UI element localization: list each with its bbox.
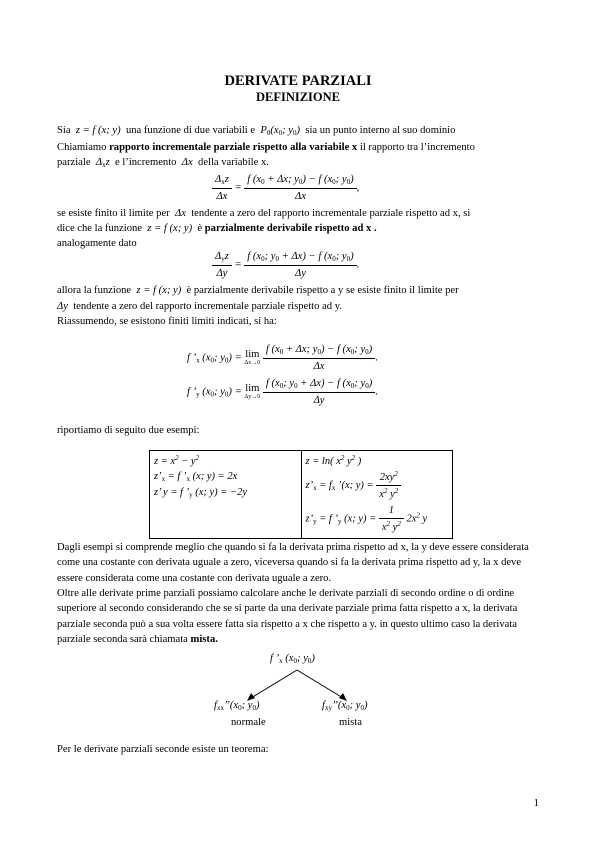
analog-text: analogamente dato <box>57 238 137 249</box>
diagram-right-label: mista <box>339 717 362 728</box>
example-1-cell: $z = x^2 - y^2$ $z’_x = f$ $’_x$ (x; y) = 2x z’ y = f $’_y$ (x; y) = −2y <box>150 451 302 539</box>
closing-text: Per le derivate parziali seconde esiste un teorema: <box>57 744 269 755</box>
incremental-ratio-y: $\frac{\Delta_yz}{\Delta y}$ = $\frac{f (x_0; y_0 + \Delta x) - f (x_0; y_0)}{\Delta y}$ . <box>212 250 359 280</box>
explanation-paragraph-2: Oltre alle derivate prime parziali possiamo calcolare anche le derivate parziali di secondo ordine o di ordine superiore al secondo considerando che se si parte da una derivate parziale prima fatta rispetto a x, la derivata parziale seconda può a sua volta essere fatta sia rispetto a x che rispetto a y. in questo ultimo caso la derivata parziale seconda sarà chiamata mista. <box>57 588 518 645</box>
function-def: z = f (x; y) <box>73 125 124 136</box>
examples-table <box>149 450 453 539</box>
intro-line-3: parziale $\Delta_xz$ e l’incremento Δx della variabile x. <box>57 157 269 169</box>
condition-y-line-2: Δy tendente a zero del rapporto incrementale parziale rispetto ad y. <box>57 301 342 312</box>
incremental-ratio-x: $\frac{\Delta_xz}{\Delta x}$ = $\frac{f (x_0 + \Delta x; y_0) - f (x_0; y_0)}{\Delta x}$ , <box>212 173 359 203</box>
intro-line-1: Sia z = f (x; y) una funzione di due variabili e $P_0(x_0$; $y_0$) sia un punto interno al suo dominio <box>57 125 456 137</box>
example-2-cell: z = ln( $x^2$ $y^2$ ) $z’_x = f_x$ ’(x; y) = $\frac{2xy^2}{x^2 y^2}$ $z’_y = f$ $’_y$ (x; y) = $\frac{1}{x^2 y^2}$ $2x^2$ y <box>301 451 453 539</box>
intro-line-2: Chiamiamo rapporto incrementale parziale rispetto alla variabile x il rapporto tra l’incremento <box>57 142 475 153</box>
condition-x-line-1: se esiste finito il limite per Δx tendente a zero del rapporto incrementale parziale rispetto ad x, si <box>57 208 471 219</box>
partial-derivative-y-def: f $’_y$ ($x_0$; $y_0$) = lim Δy→0 $\frac{f (x_0; y_0 + \Delta x) - f (x_0; y_0)}{\Delta y}$ . <box>187 378 378 406</box>
condition-y-line-1: allora la funzione z = f (x; y) è parzialmente derivabile rispetto a y se esiste finito il limite per <box>57 285 459 296</box>
diagram-left-label: normale <box>231 717 266 728</box>
explanation-paragraph-1: Dagli esempi si comprende meglio che quando si fa la derivata prima rispetto ad x, la y deve essere considerata come una costante con derivata uguale a zero, viceversa quando si fa la derivata prima rispetto ad y, la x deve essere considerata come una costante con derivata uguale a zero. <box>57 542 529 584</box>
diagram-top-node: f $’_x$ ($x_0$; $y_0$) <box>270 653 315 665</box>
point-def: $P_0(x_0$; $y_0$) <box>257 125 303 137</box>
condition-x-line-2: dice che la funzione z = f (x; y) è parzialmente derivabile rispetto ad x . <box>57 223 377 234</box>
summary-text: Riassumendo, se esistono finiti limiti indicati, si ha: <box>57 316 277 327</box>
diagram-left-node: $f_{xx}’’(x_0$; $y_0$) <box>214 700 260 712</box>
examples-intro: riportiamo di seguito due esempi: <box>57 425 200 436</box>
section-title: DEFINIZIONE <box>255 90 341 104</box>
diagram-right-node: $f_{xy}’’(x_0$; $y_0$) <box>322 700 368 712</box>
page-title: DERIVATE PARZIALI <box>224 73 372 89</box>
partial-derivative-x-def: f $’_x$ ($x_0$; $y_0$) = lim Δx→0 $\frac{f (x_0 + \Delta x; y_0) - f (x_0; y_0)}{\Delta x}$ . <box>187 344 378 372</box>
page-number: 1 <box>533 797 539 809</box>
